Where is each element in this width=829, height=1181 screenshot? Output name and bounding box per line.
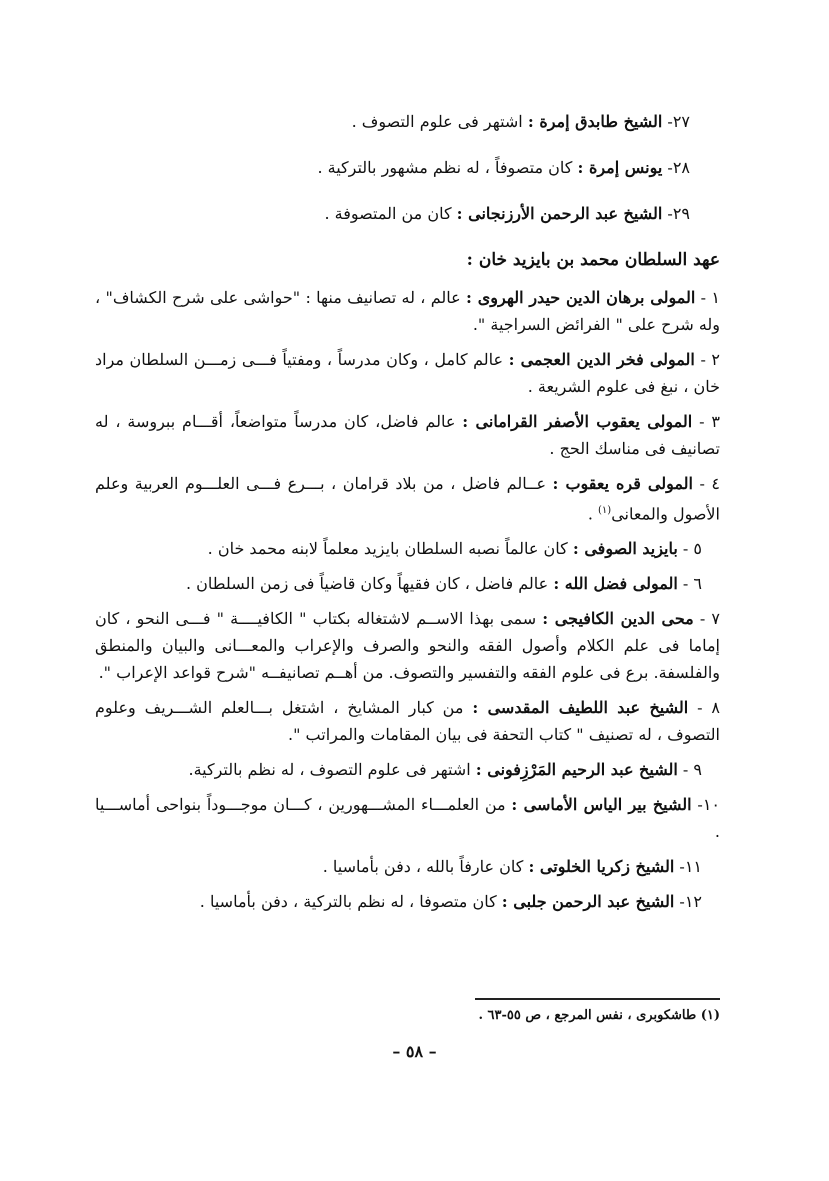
entry-text: عالم ، له تصانيف منها : "حواشى على شرح الكشاف" ، وله شرح على " الفرائض السراجية ". [95,288,720,334]
entry-name: بايزيد الصوفى : [572,539,678,559]
entry-4 [95,470,720,527]
entry-name: الشيخ عبد اللطيف المقدسى : [472,698,689,718]
entry-text: عالم كامل ، وكان مدرساً ، ومفتياً فـــى زمـــن السلطان مراد خان ، نبغ فى علوم الشريعة . [95,350,720,396]
footnote-marker: (١) [598,505,612,516]
entry-number: ١١- [679,857,702,877]
entry-3 [95,408,720,462]
entry-8 [95,694,720,748]
entry-name: المولى فخر الدين العجمى : [508,350,695,369]
entry-9 [95,756,720,783]
entry-number: ٣ - [699,412,720,431]
entry-number: ٤ - [699,474,721,493]
entry-5 [95,535,720,562]
entry-text: كان عارفاً بالله ، دفن بأماسيا . [322,857,529,877]
entry-text: كان متصوفا ، له نظم بالتركية ، دفن بأماسيا . [199,892,502,912]
entry-name: محى الدين الكافيجى : [542,609,694,629]
entry-number: ٥ - [682,539,702,559]
entry-7 [95,605,720,686]
entry-29 [95,200,720,228]
entry-11 [95,853,720,880]
entry-number: ١ - [700,288,720,307]
entry-text: من العلمـــاء المشـــهورين ، كـــان موجـــوداً بنواحى أماســـيا . [95,795,720,842]
footnote-divider [475,998,720,1000]
entry-text: اشتهر فى علوم التصوف ، له نظم بالتركية. [188,760,476,780]
entry-name: الشيخ زكريا الخلوتى : [528,857,675,877]
entry-text: عالم فاضل ، كان فقيهاً وكان قاضياً فى زمن السلطان . [186,574,554,594]
entry-number: ١٠- [697,795,720,815]
entry-number: ١٢- [679,892,702,912]
entry-6 [95,570,720,597]
entry-text: عالم فاضل، كان مدرساً متواضعاً، أقـــام ببروسة ، له تصانيف فى مناسك الحج . [95,412,720,458]
entry-number: ٢٨- [667,158,690,177]
entry-name: المولى قره يعقوب : [552,474,693,493]
page-number: – ٥٨ – [392,1042,437,1061]
entry-name: المولى فضل الله : [553,574,678,594]
entry-28 [95,154,720,182]
entry-name: الشيخ عبد الرحمن الأرزنجانى : [456,204,663,223]
section-heading: عهد السلطان محمد بن بايزيد خان : [466,250,720,270]
entry-text: كان متصوفاً ، له نظم مشهور بالتركية . [317,158,578,177]
entry-text: من كبار المشايخ ، اشتغل بـــالعلم الشـــريف وعلوم التصوف ، له تصنيف " كتاب التحفة فى بيان المقامات والمراتب ". [95,698,720,745]
entry-12 [95,888,720,915]
entry-text: كان عالماً نصبه السلطان بايزيد معلماً لابنه محمد خان . [207,539,573,559]
entry-1 [95,284,720,338]
entry-text: سمى بهذا الاســم لاشتغاله بكتاب " الكافيــــة " فـــى النحو ، كان إماما فى علم الكلام وأصول الفقه والنحو والصرف والإعراب والمعـــانى والبيان والمنطق والفلسفة. برع فى علوم الفقه والتفسير والتصوف. من أهــم تصانيفــه "شرح قواعد الإعراب ". [95,609,720,683]
entry-number: ٧ - [699,609,720,629]
entry-number: ٢٧- [667,112,690,131]
entry-number: ٨ - [697,698,721,718]
entry-text: كان من المتصوفة . [324,204,457,223]
entry-name: المولى برهان الدين حيدر الهروى : [466,288,696,307]
entry-number: ٢٩- [667,204,690,223]
entry-number: ٦ - [682,574,702,594]
entry-27 [95,108,720,136]
entry-number: ٩ - [682,760,702,780]
entry-text: اشتهر فى علوم التصوف . [351,112,528,131]
entry-name: المولى يعقوب الأصفر القرامانى : [462,412,693,431]
entry-name: الشيخ طابدق إمرة : [527,112,663,131]
entry-number: ٢ - [700,350,720,369]
entry-name: الشيخ عبد الرحمن جلبى : [501,892,675,912]
entry-name: يونس إمرة : [577,158,663,177]
entry-name: الشيخ بير الياس الأماسى : [511,795,692,815]
entry-text: عــالم فاضل ، من بلاد قرامان ، بـــرع فـــى العلـــوم العربية وعلم الأصول والمعانى [95,474,720,524]
page-body [95,108,720,923]
entry-tail: . [587,504,598,524]
entry-name: الشيخ عبد الرحيم المَرْزِفونى : [475,760,678,780]
entry-2 [95,346,720,400]
footnote: (١) طاشكوبرى ، نفس المرجع ، ص ٥٥-٦٣ . [478,1008,720,1023]
entry-10 [95,791,720,845]
